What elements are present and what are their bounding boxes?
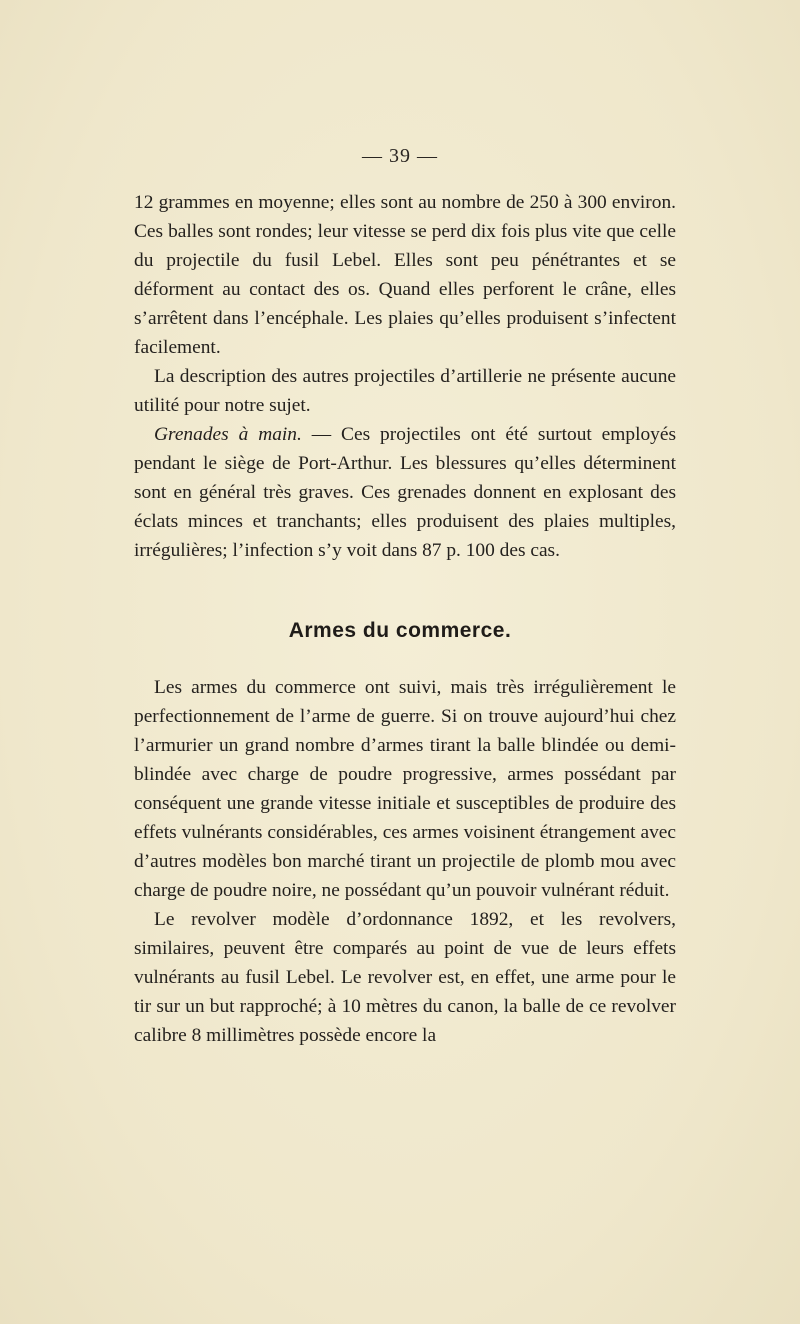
grenades-title: Grenades à main.: [154, 424, 302, 445]
text-section-armes-commerce: [134, 673, 676, 1050]
page-number: — 39 —: [362, 145, 438, 167]
paragraph-autres-projectiles: La description des autres projectiles d’artillerie ne présente aucune utilité pour notre sujet.: [134, 366, 676, 416]
paragraph-revolver: Le revolver modèle d’ordonnance 1892, et les revolvers, similaires, peuvent être comparés au point de vue de leurs effets vulnérants au fusil Lebel. Le revolver est, en effet, une arme pour le tir sur un but rapproché; à 10 mètres du canon, la balle de ce revolver calibre 8 millimètres possède encore la: [134, 909, 676, 1046]
paragraph-grenades: [134, 420, 676, 565]
paragraph-armes-commerce: Les armes du commerce ont suivi, mais très irrégulièrement le perfectionnement de l’arme de guerre. Si on trouve aujourd’hui chez l’armurier un grand nombre d’armes tirant la balle blindée ou demi-blindée avec charge de poudre progressive, armes possédant par conséquent une grande vitesse initiale et susceptibles de produire des effets vulnérants considérables, ces armes voisinent étrangement avec d’autres modèles bon marché tirant un projectile de plomb mou avec charge de poudre noire, ne possédant qu’un pouvoir vulnérant réduit.: [134, 677, 676, 901]
text-section-projectiles: [134, 188, 676, 565]
grenades-text: — Ces projectiles ont été surtout employés pendant le siège de Port-Arthur. Les blessures qu’elles déterminent sont en général très graves. Ces grenades donnent en explosant des éclats minces et tranchants; elles produisent des plaies multiples, irrégulières; l’infection s’y voit dans 87 p. 100 des cas.: [134, 424, 676, 561]
paragraph-balles: 12 grammes en moyenne; elles sont au nombre de 250 à 300 environ. Ces balles sont rondes; leur vitesse se perd dix fois plus vite que celle du projectile du fusil Lebel. Elles sont peu pénétrantes et se déforment au contact des os. Quand elles perforent le crâne, elles s’arrêtent dans l’encéphale. Les plaies qu’elles produisent s’infectent facilement.: [134, 192, 676, 358]
section-heading: Armes du commerce.: [288, 619, 512, 642]
